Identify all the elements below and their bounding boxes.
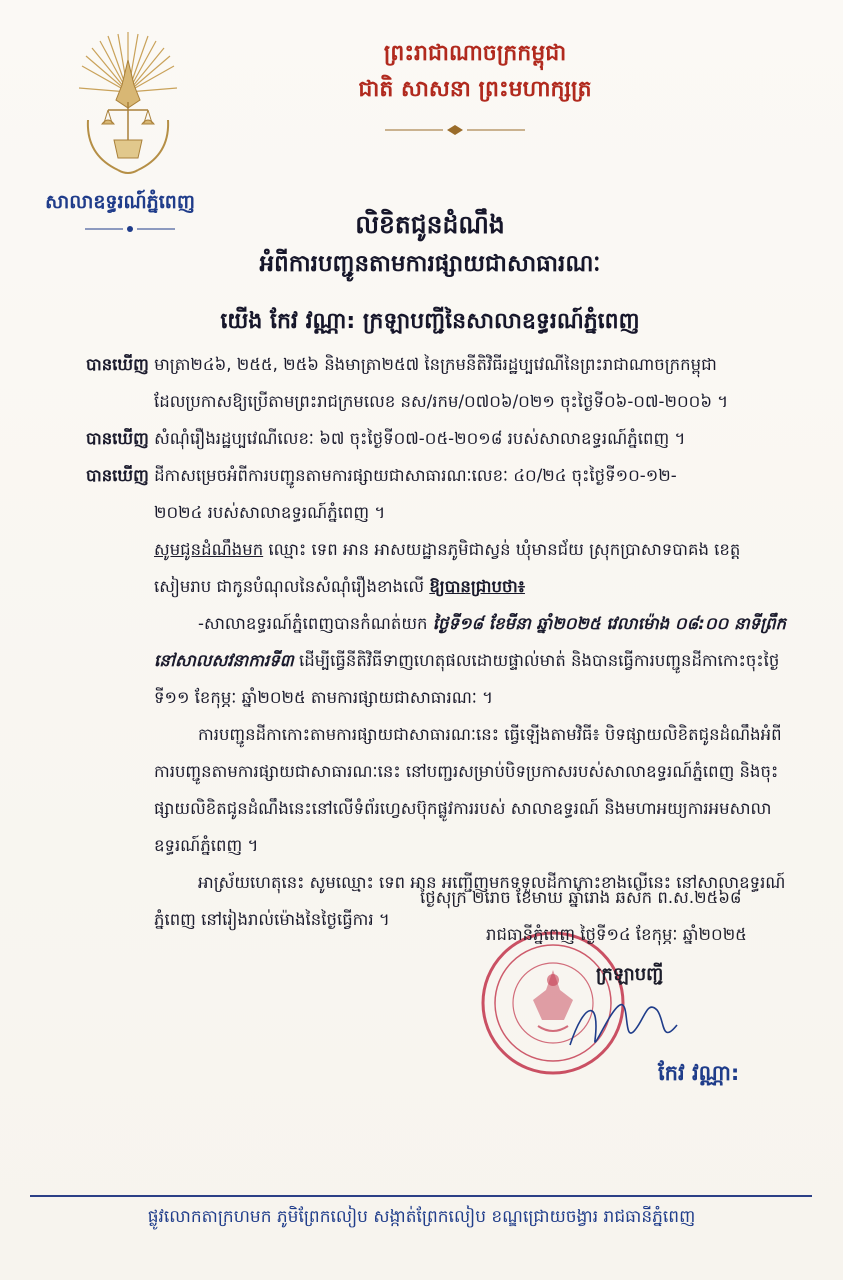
- court-name: សាលាឧទ្ធរណ៍ភ្នំពេញ: [45, 191, 195, 213]
- paragraph-2: បានឃើញ សំណុំរឿងរដ្ឋប្បវេណីលេខៈ ៦៧ ចុះថ្ងៃទី០៧-០៥-២០១៨ របស់សាលាឧទ្ធរណ៍ភ្នំពេញ ។: [86, 429, 686, 448]
- paragraph-1-line-2: ដែលប្រកាសឱ្យប្រើតាមព្រះរាជក្រមលេខ នស/រកម/០៧០៦/០២១ ចុះថ្ងៃទី០៦-០៧-២០០៦ ។: [154, 392, 729, 411]
- paragraph-7-line-2: ភ្នំពេញ នៅរៀងរាល់ម៉ោងនៃថ្ងៃធ្វើការ ។: [154, 910, 390, 929]
- paragraph-6-line-4: ឧទ្ធរណ៍ភ្នំពេញ ។: [154, 836, 259, 855]
- paragraph-6-line-3: ផ្សាយលិខិតជូនដំណឹងនេះនៅលើទំព័រហ្វេសប៊ុកផ្លូវការរបស់ សាលាឧទ្ធរណ៍ និងមហាអយ្យការអមសាលា: [154, 799, 772, 818]
- footer-address: ផ្លូវលោកតាក្រហមក ភូមិព្រែកលៀប សង្កាត់ព្រែកលៀប ខណ្ឌជ្រោយចង្វារ រាជធានីភ្នំពេញ: [147, 1207, 696, 1227]
- signer-position: ក្រឡាបញ្ជី: [596, 964, 664, 985]
- paragraph-4-line-1: សូមជូនដំណឹងមក ឈ្មោះ ទេព អាន អាសយដ្ឋានភូមិជាស្វន់ ឃុំមានជ័យ ស្រុកប្រាសាទបាគង ខេត្ត: [154, 540, 741, 559]
- paragraph-5-line-3: ទី១១ ខែកុម្ភៈ ឆ្នាំ២០២៥ តាមការផ្សាយជាសាធារណៈ ។: [154, 688, 494, 707]
- paragraph-3-line-1: បានឃើញ ដីកាសម្រេចអំពីការបញ្ជូនតាមការផ្សាយជាសាធារណៈលេខៈ ៤០/២៤ ចុះថ្ងៃទី១០-១២-: [86, 466, 677, 485]
- lunar-date: ថ្ងៃសុក្រ ២រោច ខែមាឃ ឆ្នាំរោង ឆស័ក ព.ស.២៥៦៨: [420, 888, 742, 907]
- paragraph-3-line-2: ២០២៤ របស់សាលាឧទ្ធរណ៍ភ្នំពេញ ។: [154, 503, 386, 522]
- document-subtitle: អំពីការបញ្ជូនតាមការផ្សាយជាសាធារណៈ: [259, 251, 601, 277]
- solar-date: រាជធានីភ្នំពេញ ថ្ងៃទី១៤ ខែកុម្ភៈ ឆ្នាំ២០២៥: [486, 925, 747, 944]
- paragraph-4-line-2: សៀមរាប ជាកូនបំណុលនៃសំណុំរឿងខាងលើ ឱ្យបានជ្រាបថា៖: [154, 577, 525, 596]
- signature-icon: [565, 990, 685, 1060]
- kingdom-line-2: ជាតិ សាសនា ព្រះមហាក្សត្រ: [358, 77, 592, 102]
- kingdom-header: [330, 36, 620, 108]
- kingdom-line-1: ព្រះរាជាណាចក្រកម្ពុជា: [383, 41, 567, 66]
- divider-ornament-icon: [385, 124, 525, 136]
- paragraph-5-line-1: -សាលាឧទ្ធរណ៍ភ្នំពេញបានកំណត់យក ថ្ងៃទី១៨ ខែមីនា ឆ្នាំ២០២៥ វេលាម៉ោង ០៨:០០ នាទីព្រឹក: [198, 614, 787, 633]
- footer-divider: [30, 1195, 812, 1197]
- paragraph-7-line-1: អាស្រ័យហេតុនេះ សូមឈ្មោះ ទេព អាន អញ្ជើញមកទទួលដីកាកោះខាងលើនេះ នៅសាលាឧទ្ធរណ៍: [198, 873, 786, 892]
- paragraph-6-line-1: ការបញ្ជូនដីកាកោះតាមការផ្សាយជាសាធារណៈនេះ ធ្វើឡើងតាមវិធី៖ បិទផ្សាយលិខិតជូនដំណឹងអំពី: [198, 725, 782, 744]
- signer-name: កែវ វណ្ណា:: [658, 1061, 740, 1085]
- issuer-line: យើង កែវ វណ្ណា: ក្រឡាបញ្ជីនៃសាលាឧទ្ធរណ៍ភ្នំពេញ: [220, 309, 640, 334]
- court-emblem-icon: [78, 30, 178, 180]
- paragraph-5-line-2: នៅសាលសវនាការទី៣ ដើម្បីធ្វើនីតិវិធីទាញហេតុផលដោយផ្ទាល់មាត់ និងបានធ្វើការបញ្ជូនដីកាកោះចុះថ្ងៃ: [154, 651, 780, 670]
- paragraph-6-line-2: ការបញ្ជូនតាមការផ្សាយជាសាធារណៈនេះ នៅបញ្ជរសម្រាប់បិទប្រកាសរបស់សាលាឧទ្ធរណ៍ភ្នំពេញ និងចុះ: [154, 762, 779, 781]
- document-title: លិខិតជូនដំណឹង: [355, 210, 505, 239]
- paragraph-1-line-1: បានឃើញ មាត្រា២៤៦, ២៥៥, ២៥៦ និងមាត្រា២៥៧ នៃក្រមនីតិវិធីរដ្ឋប្បវេណីនៃព្រះរាជាណាចក្រកម្ពុជា: [86, 355, 717, 374]
